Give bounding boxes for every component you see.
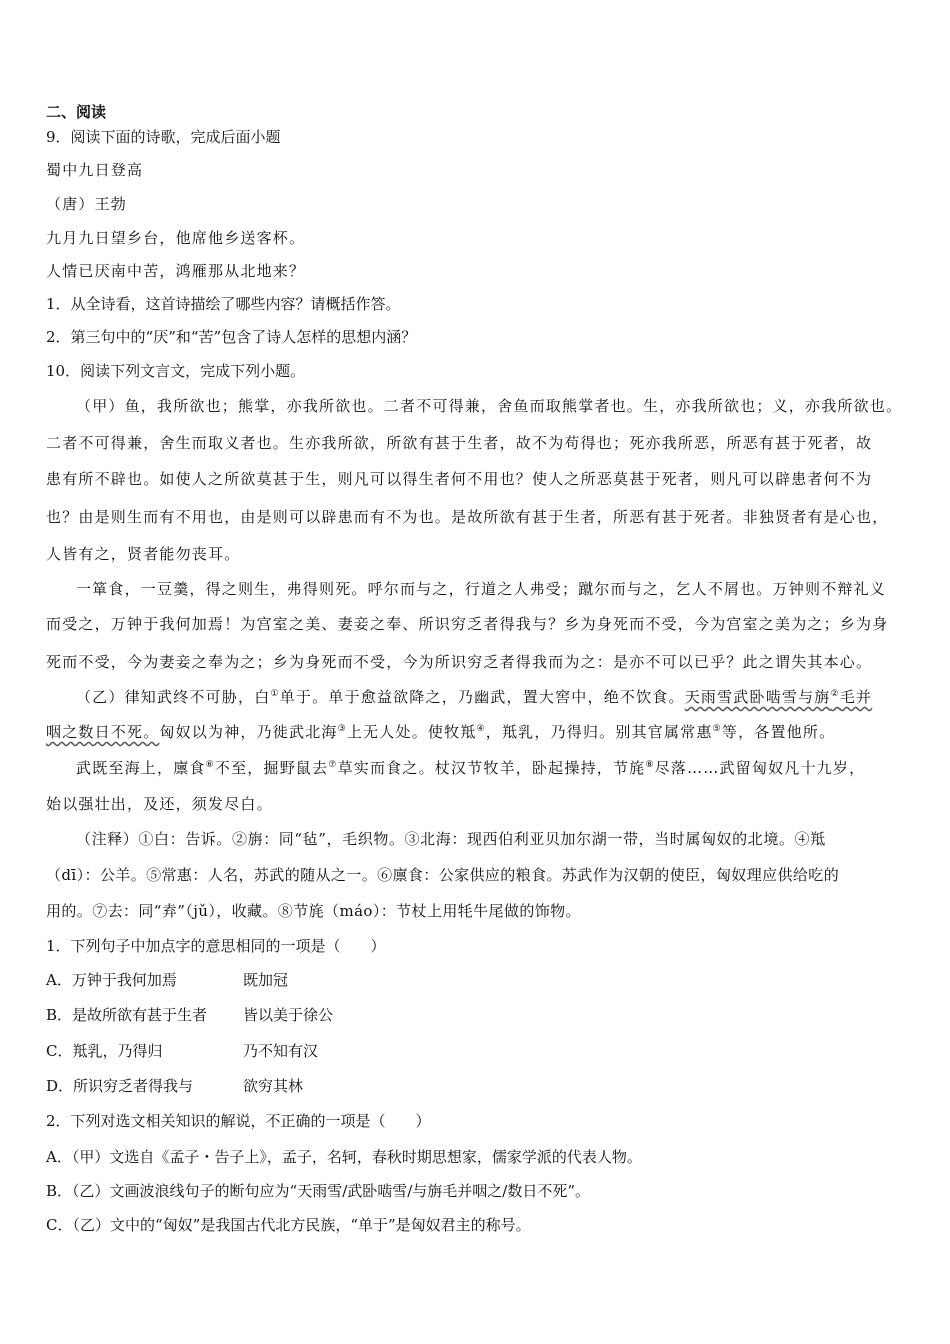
yi-line-1 <box>76 687 872 707</box>
mc1-option-c-compare: 乃不知有汉 <box>243 1042 319 1060</box>
yi-text: 等，各置他所。 <box>721 723 836 741</box>
wavy-underlined-sentence: 咽之数日不死。 <box>46 723 160 741</box>
note-mark: ② <box>830 689 840 699</box>
note-mark: ⑥ <box>205 760 215 770</box>
wavy-underlined-sentence: 天雨雪武卧啮雪与旃②毛并 <box>684 688 873 706</box>
jia2-line-1: 一箪食，一豆羹，得之则生，弗得则死。呼尔而与之，行道之人弗受；蹴尔而与之，乞人不屑也。万钟则不辩礼义 <box>76 580 887 598</box>
q10-intro: 10．阅读下列文言文，完成下列小题。 <box>46 362 306 380</box>
mc2-stem: 2．下列对选文相关知识的解说，不正确的一项是（ ） <box>46 1112 431 1130</box>
mc1-option-d-compare: 欲穷其林 <box>243 1077 304 1095</box>
note-line-2: （dī）：公羊。⑤常惠：人名，苏武的随从之一。⑥廪食：公家供应的粮食。苏武作为汉朝的使臣，匈奴理应供给吃的 <box>46 866 840 884</box>
note-mark: ④ <box>476 724 486 734</box>
note-mark: ③ <box>337 724 347 734</box>
yi-text: 尽落……武留匈奴凡十九岁， <box>654 759 866 777</box>
jia2-line-2: 而受之，万钟于我何加焉！为宫室之美、妻妾之奉、所识穷乏者得我与？乡为身死而不受，今为宫室之美为之；乡为身 <box>46 615 889 633</box>
note-line-3: 用的。⑦去：同“弆”（jǔ），收藏。⑧节旄（máo）：节杖上用牦牛尾做的饰物。 <box>46 902 581 920</box>
yi-line-3 <box>76 758 865 778</box>
mc2-option-b[interactable]: B．（乙）文画波浪线句子的断句应为“天雨雪/武卧啮雪/与旃毛并咽之/数日不死”。 <box>46 1182 591 1200</box>
yi-text: ，羝乳，乃得归。别其官属常惠 <box>485 723 713 741</box>
note-line-1: （注释）①白：告诉。②旃：同“毡”，毛织物。③北海：现西伯利亚贝加尔湖一带，当时属匈奴的北境。④羝 <box>76 830 826 848</box>
mc1-stem: 1．下列句子中加点字的意思相同的一项是（ ） <box>46 937 386 955</box>
note-mark: ⑧ <box>645 760 655 770</box>
yi-line-4: 始以强壮出，及还，须发尽白。 <box>46 795 273 813</box>
note-mark: ⑤ <box>712 724 722 734</box>
mc1-option-d[interactable]: D．所识穷乏者得我与 <box>46 1077 194 1095</box>
mc1-option-c[interactable]: C．羝乳，乃得归 <box>46 1042 163 1060</box>
yi-text: （乙）律知武终不可胁，白 <box>76 688 271 706</box>
mc1-option-b-compare: 皆以美于徐公 <box>243 1006 334 1024</box>
mc2-option-c[interactable]: C．（乙）文中的“匈奴”是我国古代北方民族，“单于”是匈奴君主的称号。 <box>46 1216 531 1234</box>
yi-line-2 <box>46 722 835 742</box>
yi-text: 单于。单于愈益欲降之，乃幽武，置大窖中，绝不饮食。 <box>279 688 685 706</box>
mc1-option-a-compare: 既加冠 <box>243 971 289 989</box>
q9-sub-question-2: 2．第三句中的“厌”和“苦”包含了诗人怎样的思想内涵？ <box>46 328 417 346</box>
yi-text: 草实而食之。杖汉节牧羊，卧起操持，节旄 <box>337 759 646 777</box>
mc2-option-a[interactable]: A．（甲）文选自《孟子・告子上》，孟子，名轲，春秋时期思想家，儒家学派的代表人物。 <box>46 1148 642 1166</box>
yi-text: 武既至海上，廪食 <box>76 759 206 777</box>
mc1-option-b[interactable]: B．是故所欲有甚于生者 <box>46 1006 208 1024</box>
yi-text: 匈奴以为神，乃徙武北海 <box>159 723 338 741</box>
poem-title: 蜀中九日登高 <box>46 161 144 179</box>
jia-line-1: （甲）鱼，我所欲也；熊掌，亦我所欲也。二者不可得兼，舍鱼而取熊掌者也。生，亦我所欲也；义，亦我所欲也。 <box>76 397 903 415</box>
note-mark: ① <box>270 689 280 699</box>
poem-line-1: 九月九日望乡台，他席他乡送客杯。 <box>46 229 306 247</box>
jia-line-2: 二者不可得兼，舍生而取义者也。生亦我所欲，所欲有甚于生者，故不为苟得也；死亦我所恶，所恶有甚于死者，故 <box>46 434 873 452</box>
mc1-option-a[interactable]: A．万钟于我何加焉 <box>46 971 177 989</box>
jia-line-5: 人皆有之，贤者能勿丧耳。 <box>46 545 241 563</box>
q9-sub-question-1: 1．从全诗看，这首诗描绘了哪些内容？请概括作答。 <box>46 295 401 313</box>
jia-line-3: 患有所不辟也。如使人之所欲莫甚于生，则凡可以得生者何不用也？使人之所恶莫甚于死者，则凡可以辟患者何不为 <box>46 470 873 488</box>
yi-text: 不至，掘野鼠去 <box>214 759 329 777</box>
poem-author: （唐）王勃 <box>46 195 128 213</box>
yi-text: 上无人处。使牧羝 <box>346 723 477 741</box>
q9-intro: 9．阅读下面的诗歌，完成后面小题 <box>46 128 281 146</box>
jia2-line-3: 死而不受，今为妻妾之奉为之；乡为身死而不受，今为所识穷乏者得我而为之：是亦不可以已乎？此之谓失其本心。 <box>46 653 873 671</box>
note-mark: ⑦ <box>328 760 338 770</box>
poem-line-2: 人情已厌南中苦，鸿雁那从北地来？ <box>46 262 306 280</box>
section-title: 二、阅读 <box>46 103 107 121</box>
jia-line-4: 也？由是则生而有不用也，由是则可以辟患而有不为也。是故所欲有甚于生者，所恶有甚于死者。非独贤者有是心也， <box>46 508 889 526</box>
